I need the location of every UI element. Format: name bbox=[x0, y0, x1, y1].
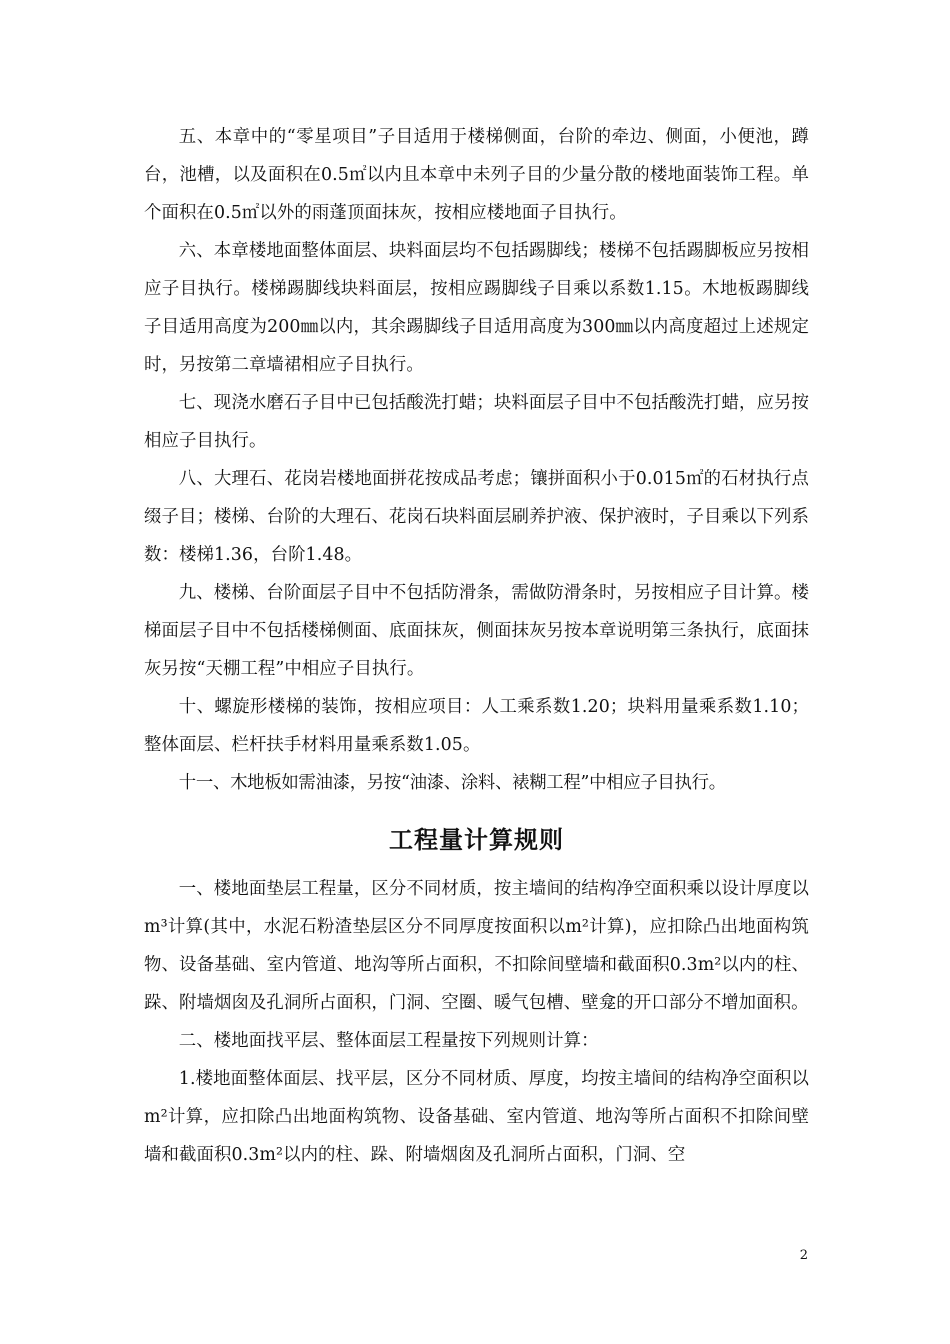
note-paragraph-5: 五、本章中的“零星项目”子目适用于楼梯侧面，台阶的牵边、侧面，小便池，蹲台，池槽，以及面积在0.5㎡以内且本章中未列子目的少量分散的楼地面装饰工程。单个面积在0.5㎡以外的雨蓬顶面抹灰，按相应楼地面子目执行。 bbox=[144, 127, 809, 223]
note-paragraph-8: 八、大理石、花岗岩楼地面拼花按成品考虑；镶拼面积小于0.015㎡的石材执行点缀子目；楼梯、台阶的大理石、花岗石块料面层刷养护液、保护液时，子目乘以下列系数：楼梯1.36，台阶1.48。 bbox=[144, 469, 809, 565]
calculation-rules bbox=[144, 870, 809, 1174]
note-paragraph-10: 十、螺旋形楼梯的装饰，按相应项目：人工乘系数1.20；块料用量乘系数1.10；整体面层、栏杆扶手材料用量乘系数1.05。 bbox=[144, 697, 809, 755]
rule-paragraph-1: 一、楼地面垫层工程量，区分不同材质，按主墙间的结构净空面积乘以设计厚度以m³计算(其中，水泥石粉渣垫层区分不同厚度按面积以m²计算)，应扣除凸出地面构筑物、设备基础、室内管道、地沟等所占面积，不扣除间壁墙和截面积0.3m²以内的柱、跺、附墙烟囱及孔洞所占面积，门洞、空圈、暖气包槽、壁龛的开口部分不增加面积。 bbox=[144, 879, 809, 1013]
section-notes bbox=[144, 118, 809, 802]
section-heading: 工程量计算规则 bbox=[389, 826, 564, 854]
note-paragraph-11: 十一、木地板如需油漆，另按“油漆、涂料、裱糊工程”中相应子目执行。 bbox=[178, 773, 726, 793]
note-paragraph-7: 七、现浇水磨石子目中已包括酸洗打蜡；块料面层子目中不包括酸洗打蜡，应另按相应子目执行。 bbox=[144, 393, 809, 451]
page-number: 2 bbox=[799, 1248, 808, 1263]
rule-paragraph-2-1: 1.楼地面整体面层、找平层，区分不同材质、厚度，均按主墙间的结构净空面积以m²计算，应扣除凸出地面构筑物、设备基础、室内管道、地沟等所占面积不扣除间壁墙和截面积0.3m²以内的柱、跺、附墙烟囱及孔洞所占面积，门洞、空 bbox=[144, 1069, 809, 1165]
note-paragraph-6: 六、本章楼地面整体面层、块料面层均不包括踢脚线；楼梯不包括踢脚板应另按相应子目执行。楼梯踢脚线块料面层，按相应踢脚线子目乘以系数1.15。木地板踢脚线子目适用高度为200㎜以内，其余踢脚线子目适用高度为300㎜以内高度超过上述规定时，另按第二章墙裙相应子目执行。 bbox=[144, 241, 809, 375]
note-paragraph-9: 九、楼梯、台阶面层子目中不包括防滑条，需做防滑条时，另按相应子目计算。楼梯面层子目中不包括楼梯侧面、底面抹灰，侧面抹灰另按本章说明第三条执行，底面抹灰另按“天棚工程”中相应子目执行。 bbox=[144, 583, 809, 679]
rule-paragraph-2: 二、楼地面找平层、整体面层工程量按下列规则计算： bbox=[178, 1031, 599, 1051]
